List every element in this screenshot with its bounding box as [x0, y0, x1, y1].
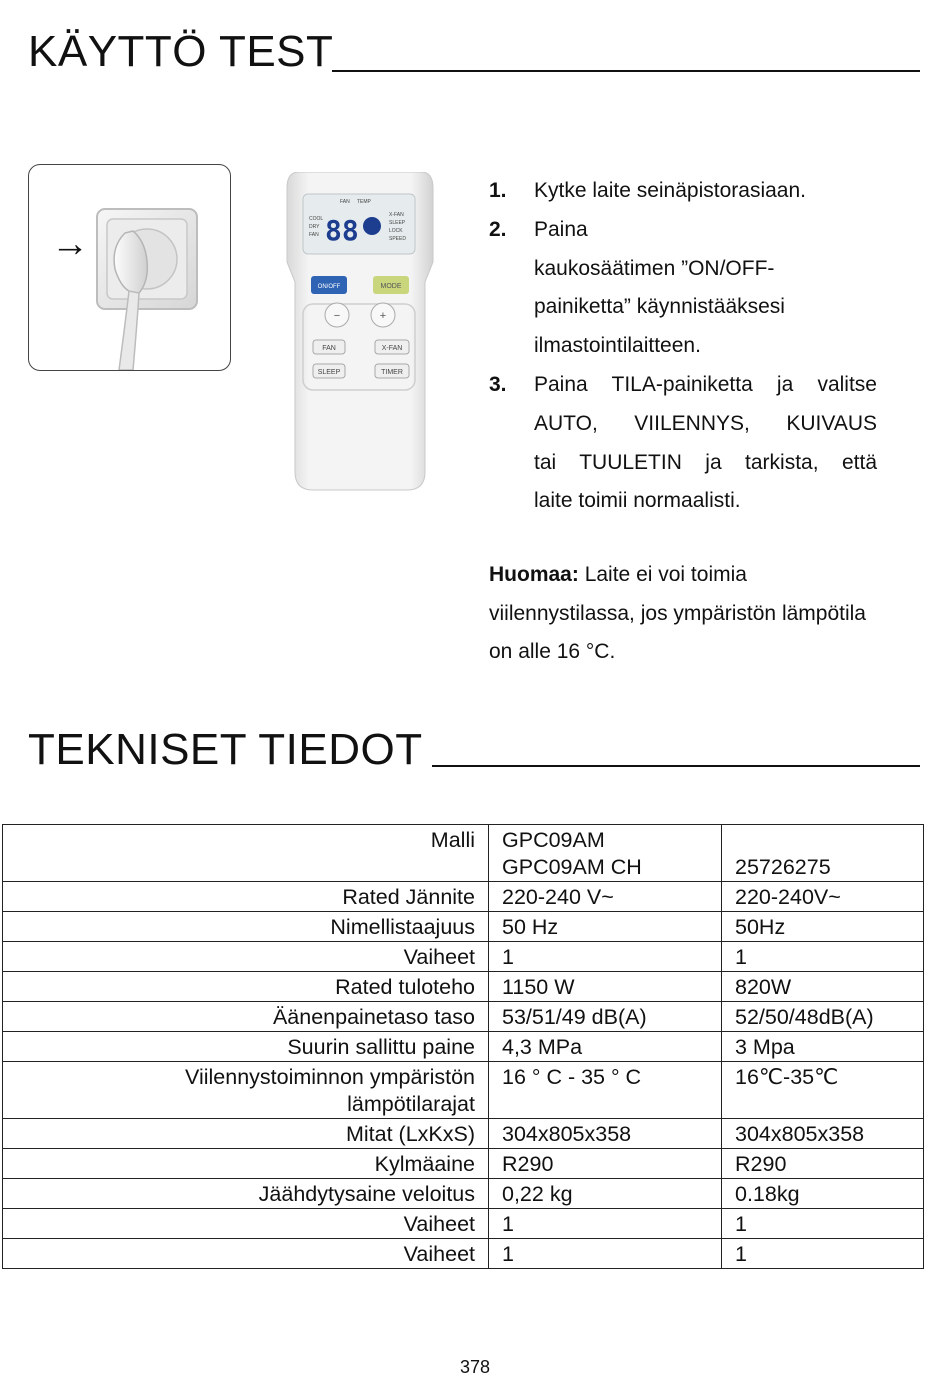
- step-text: painiketta” käynnistääksesi: [534, 295, 785, 319]
- spec-label: Rated tuloteho: [3, 972, 489, 1002]
- spec-value-1: 220-240 V~: [489, 882, 722, 912]
- note-text: on alle 16 °C.: [489, 640, 616, 663]
- table-row: [3, 882, 924, 912]
- step-number: 2.: [489, 217, 507, 241]
- table-row: [3, 825, 924, 882]
- spec-value-1: 53/51/49 dB(A): [489, 1002, 722, 1032]
- lcd-label-fan: FAN: [340, 199, 350, 205]
- timer-button-label: TIMER: [381, 369, 403, 376]
- mode-button-label: MODE: [380, 283, 402, 290]
- table-row: [3, 1179, 924, 1209]
- spec-label: Jäähdytysaine veloitus: [3, 1179, 489, 1209]
- spec-value-1: R290: [489, 1149, 722, 1179]
- spec-value-2: 304x805x358: [722, 1119, 924, 1149]
- step-text: Paina: [534, 217, 588, 241]
- lcd-label-lock: LOCK: [389, 228, 403, 234]
- spec-value-2: 820W: [722, 972, 924, 1002]
- remote-drawing: [285, 172, 435, 492]
- list-item: [489, 211, 877, 366]
- spec-value-2: 52/50/48dB(A): [722, 1002, 924, 1032]
- lcd-label-xfan: X-FAN: [389, 212, 404, 218]
- note-text: Laite ei voi toimia: [578, 563, 747, 586]
- spec-value-1: 50 Hz: [489, 912, 722, 942]
- lcd-label-speed: SPEED: [389, 236, 406, 242]
- onoff-button-label: ON/OFF: [317, 284, 341, 290]
- step-number: 1.: [489, 179, 507, 202]
- section-title-kaytto-test: KÄYTTÖ TEST: [28, 27, 334, 76]
- table-row: [3, 1119, 924, 1149]
- lcd-label-cool: COOL: [309, 216, 324, 222]
- spec-value-1: 1: [489, 942, 722, 972]
- spec-value-2: 1: [722, 1209, 924, 1239]
- table-row: [3, 1002, 924, 1032]
- note-text: viilennystilassa, jos ympäristön lämpötila: [489, 601, 866, 625]
- spec-value-1: 0,22 kg: [489, 1179, 722, 1209]
- list-item: [489, 172, 877, 211]
- spec-label: Vaiheet: [3, 1239, 489, 1269]
- lcd-label-lcdfan: FAN: [309, 232, 319, 238]
- lcd-label-sleep: SLEEP: [389, 220, 406, 226]
- spec-value-2: 0.18kg: [722, 1179, 924, 1209]
- spec-label: Suurin sallittu paine: [3, 1032, 489, 1062]
- spec-label: Äänenpainetaso taso: [3, 1002, 489, 1032]
- note-label: Huomaa:: [489, 563, 579, 586]
- spec-value-2: 1: [722, 942, 924, 972]
- spec-label: Malli: [3, 825, 489, 882]
- xfan-button-label: X-FAN: [381, 345, 403, 352]
- step-text: Kytke laite seinäpistorasiaan.: [534, 179, 806, 202]
- table-row: [3, 1239, 924, 1269]
- minus-button-label: −: [333, 310, 341, 322]
- table-row: [3, 942, 924, 972]
- spec-value-1: 304x805x358: [489, 1119, 722, 1149]
- spec-value-1: 1: [489, 1209, 722, 1239]
- spec-value-1: GPC09AM GPC09AM CH: [489, 825, 722, 882]
- table-row: [3, 1062, 924, 1119]
- spec-value-1: 1150 W: [489, 972, 722, 1002]
- section-title-tekniset-tiedot: TEKNISET TIEDOT: [28, 725, 423, 774]
- step-text: ilmastointilaitteen.: [534, 334, 701, 358]
- spec-table: [2, 824, 924, 1269]
- spec-label: Mitat (LxKxS): [3, 1119, 489, 1149]
- spec-label: Kylmäaine: [3, 1149, 489, 1179]
- spec-value-2: 220-240V~: [722, 882, 924, 912]
- step-text: kaukosäätimen ”ON/OFF-: [534, 256, 775, 280]
- page-number: 378: [459, 1357, 491, 1377]
- arrow-right-icon: →: [51, 223, 89, 265]
- spec-label: Vaiheet: [3, 942, 489, 972]
- lcd-label-temp: TEMP: [357, 199, 371, 205]
- title-underline: [332, 70, 920, 72]
- spec-label: Rated Jännite: [3, 882, 489, 912]
- table-row: [3, 912, 924, 942]
- table-row: [3, 972, 924, 1002]
- spec-value-1: 1: [489, 1239, 722, 1269]
- sleep-button-label: SLEEP: [317, 369, 341, 376]
- remote-control-illustration: [285, 172, 435, 492]
- step-number: 3.: [489, 372, 507, 396]
- spec-value-2: R290: [722, 1149, 924, 1179]
- spec-value-2: 16℃-35℃: [722, 1062, 924, 1119]
- list-item: [489, 366, 877, 521]
- table-row: [3, 1032, 924, 1062]
- step-text: tai TUULETIN ja tarkista, että: [534, 450, 877, 474]
- spec-label: Vaiheet: [3, 1209, 489, 1239]
- spec-value-2: 25726275: [722, 825, 924, 882]
- table-row: [3, 1149, 924, 1179]
- step-text: Paina TILA-painiketta ja valitse: [534, 372, 877, 396]
- spec-label: Viilennystoiminnon ympäristön lämpötilarajat: [3, 1062, 489, 1119]
- step-text: AUTO, VIILENNYS, KUIVAUS: [534, 411, 877, 435]
- plus-button-label: +: [379, 310, 387, 322]
- spec-label: Nimellistaajuus: [3, 912, 489, 942]
- title-underline: [432, 765, 920, 767]
- wall-socket-illustration: [28, 164, 231, 371]
- instruction-list: [489, 172, 877, 521]
- table-row: [3, 1209, 924, 1239]
- step-text: laite toimii normaalisti.: [534, 489, 741, 513]
- plug-drawing: [29, 165, 230, 370]
- lcd-digits: 88: [325, 214, 359, 247]
- fan-button-label: FAN: [322, 345, 336, 352]
- spec-value-2: 1: [722, 1239, 924, 1269]
- spec-value-1: 4,3 MPa: [489, 1032, 722, 1062]
- note-paragraph: [489, 556, 939, 672]
- lcd-label-dry: DRY: [309, 224, 320, 230]
- spec-value-2: 3 Mpa: [722, 1032, 924, 1062]
- spec-value-1: 16 ° C - 35 ° C: [489, 1062, 722, 1119]
- spec-value-2: 50Hz: [722, 912, 924, 942]
